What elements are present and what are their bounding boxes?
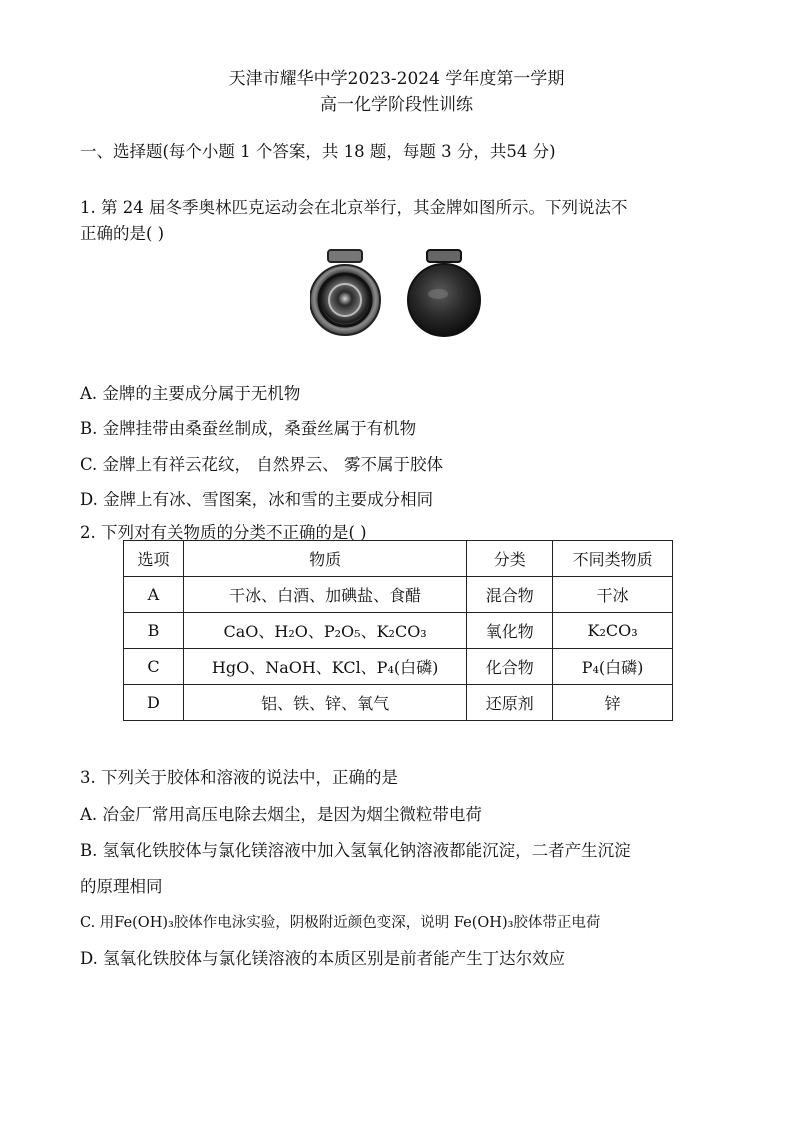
- title-line-1: 天津市耀华中学2023-2024 学年度第一学期: [228, 69, 565, 89]
- table-cell: A: [124, 577, 184, 613]
- title-line-2: 高一化学阶段性训练: [320, 95, 473, 115]
- q1-option-d: D. 金牌上有冰、雪图案，冰和雪的主要成分相同: [80, 490, 434, 509]
- q3-option-c: C. 用Fe(OH)₃胶体作电泳实验，阴极附近颜色变深，说明 Fe(OH)₃胶体带正电荷: [80, 915, 601, 931]
- section-heading: 一、选择题(每个小题 1 个答案，共 18 题，每题 3 分，共54 分): [80, 142, 556, 161]
- q1-option-c: C. 金牌上有祥云花纹， 自然界云、 雾不属于胶体: [80, 455, 444, 474]
- q1-stem-line-2: 正确的是( ): [80, 224, 165, 243]
- q3-option-b-line-2: 的原理相同: [80, 877, 163, 896]
- table-row: [124, 577, 673, 613]
- table-cell: P₄(白磷): [553, 649, 673, 685]
- table-cell: CaO、H₂O、P₂O₅、K₂CO₃: [183, 613, 466, 649]
- q1-stem-line-1: 1. 第 24 届冬季奥林匹克运动会在北京举行，其金牌如图所示。下列说法不: [80, 198, 628, 217]
- table-cell: 氧化物: [467, 613, 553, 649]
- table-cell: D: [124, 685, 184, 721]
- table-cell: 干冰: [553, 577, 673, 613]
- q3-option-a: A. 冶金厂常用高压电除去烟尘，是因为烟尘微粒带电荷: [80, 805, 482, 824]
- table-cell: 还原剂: [467, 685, 553, 721]
- q1-option-b: B. 金牌挂带由桑蚕丝制成，桑蚕丝属于有机物: [80, 419, 417, 438]
- table-header-row: [124, 541, 673, 577]
- q2-stem: 2. 下列对有关物质的分类不正确的是( ): [80, 523, 367, 542]
- table-row: [124, 613, 673, 649]
- table-cell: 化合物: [467, 649, 553, 685]
- table-cell: C: [124, 649, 184, 685]
- table-cell: 混合物: [467, 577, 553, 613]
- table-row: [124, 649, 673, 685]
- table-cell: 干冰、白酒、加碘盐、食醋: [183, 577, 466, 613]
- table-row: [124, 685, 673, 721]
- table-cell: HgO、NaOH、KCl、P₄(白磷): [183, 649, 466, 685]
- q1-option-a: A. 金牌的主要成分属于无机物: [80, 384, 301, 403]
- table-cell: 锌: [553, 685, 673, 721]
- header-cell-category: 分类: [467, 541, 553, 577]
- q3-option-d: D. 氢氧化铁胶体与氯化镁溶液的本质区别是前者能产生丁达尔效应: [80, 949, 566, 968]
- q3-option-b-line-1: B. 氢氧化铁胶体与氯化镁溶液中加入氢氧化钠溶液都能沉淀，二者产生沉淀: [80, 841, 631, 860]
- classification-table: [123, 540, 673, 721]
- table-cell: K₂CO₃: [553, 613, 673, 649]
- q3-stem: 3. 下列关于胶体和溶液的说法中，正确的是: [80, 768, 398, 787]
- header-cell-odd-one: 不同类物质: [553, 541, 673, 577]
- header-cell-option: 选项: [124, 541, 184, 577]
- gold-medal-image: [310, 246, 490, 346]
- header-cell-substance: 物质: [183, 541, 466, 577]
- table-cell: 铝、铁、锌、氧气: [183, 685, 466, 721]
- table-cell: B: [124, 613, 184, 649]
